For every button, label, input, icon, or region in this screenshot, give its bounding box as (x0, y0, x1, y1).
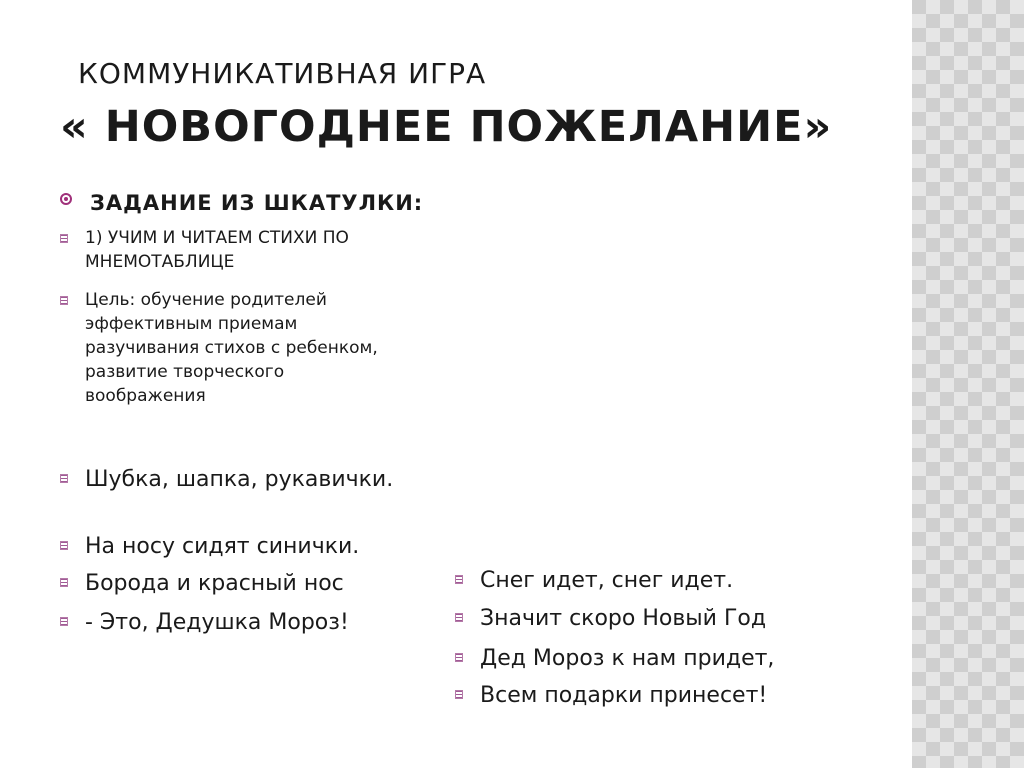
poem-text: Шубка, шапка, рукавички. (85, 467, 394, 492)
goal-item (60, 288, 378, 408)
bullet-icon (60, 541, 68, 550)
goal-line: эффективным приемам (85, 314, 298, 334)
bullet-icon (455, 690, 463, 699)
bullet-icon (455, 653, 463, 662)
left-poem-line (60, 567, 344, 601)
task-line: МНЕМОТАБЛИЦЕ (85, 252, 235, 272)
right-poem-line (455, 642, 774, 676)
decorative-side-strip (912, 0, 1024, 768)
poem-text: Дед Мороз к нам придет, (480, 646, 775, 671)
right-poem-line (455, 564, 733, 598)
bullet-icon (60, 474, 68, 483)
heading-bullet (60, 188, 423, 218)
slide-title (60, 52, 900, 158)
left-poem-line (60, 530, 359, 564)
poem-text: Всем подарки принесет! (480, 683, 768, 708)
task-item (60, 226, 349, 274)
ring-bullet-icon (60, 193, 72, 205)
right-poem-line (455, 679, 767, 713)
goal-line: развитие творческого (85, 362, 285, 382)
poem-text: Борода и красный нос (85, 571, 344, 596)
bullet-icon (60, 296, 68, 305)
bullet-icon (455, 613, 463, 622)
bullet-icon (60, 234, 68, 243)
goal-line: воображения (85, 386, 206, 406)
right-poem-line (455, 602, 766, 636)
left-poem-line (60, 606, 349, 640)
poem-text: Снег идет, снег идет. (480, 568, 734, 593)
left-poem-line (60, 463, 393, 497)
poem-text: На носу сидят синички. (85, 534, 360, 559)
task-line: 1) УЧИМ И ЧИТАЕМ СТИХИ ПО (85, 228, 349, 248)
task-text (85, 226, 349, 274)
poem-text: Значит скоро Новый Год (480, 606, 767, 631)
goal-text (85, 288, 378, 408)
title-line-1: КОММУНИКАТИВНАЯ ИГРА (78, 57, 487, 90)
task-heading: ЗАДАНИЕ ИЗ ШКАТУЛКИ: (90, 191, 424, 215)
title-line-2: « НОВОГОДНЕЕ ПОЖЕЛАНИЕ» (60, 102, 833, 152)
bullet-icon (60, 578, 68, 587)
bullet-icon (455, 575, 463, 584)
bullet-icon (60, 617, 68, 626)
goal-line: Цель: обучение родителей (85, 290, 327, 310)
poem-text: - Это, Дедушка Мороз! (85, 610, 349, 635)
goal-line: разучивания стихов с ребенком, (85, 338, 378, 358)
